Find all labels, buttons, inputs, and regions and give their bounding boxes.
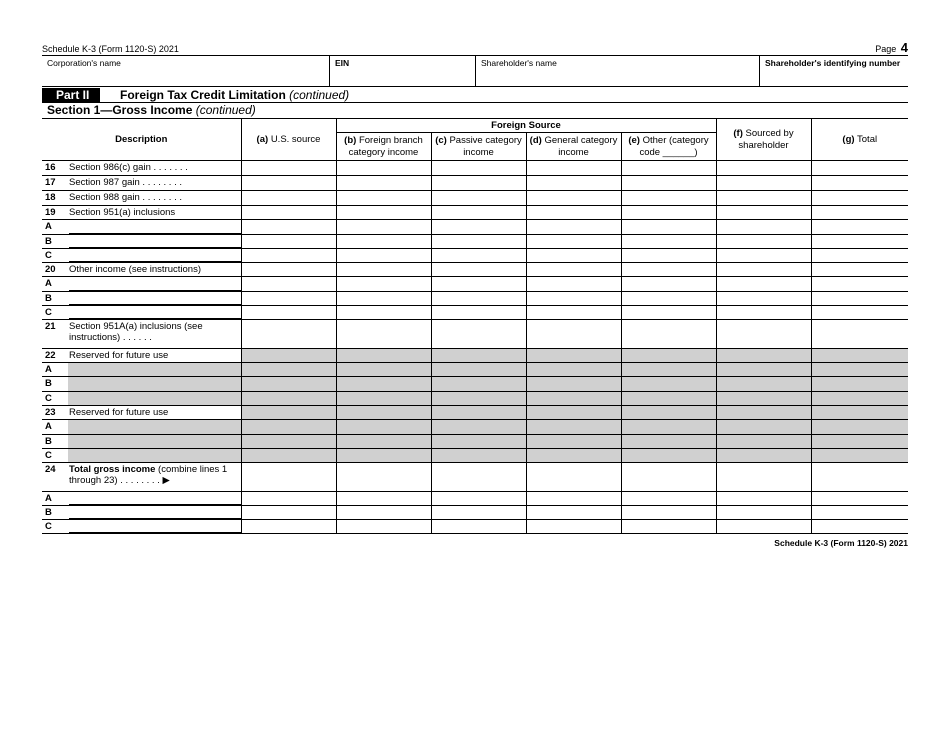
amount-cell-d[interactable] [526,161,621,176]
line-number: A [45,278,52,289]
amount-cell-f[interactable] [716,235,811,249]
amount-cell-b[interactable] [336,320,431,349]
amount-cell-e[interactable] [621,235,716,249]
amount-cell-g[interactable] [811,176,908,191]
amount-cell-e[interactable] [621,161,716,176]
row-description [42,506,241,520]
line-label-bold: Total gross income [69,464,156,475]
amount-cell-b [336,349,431,363]
line-number: C [45,521,52,532]
row-description [42,176,241,191]
amount-cell-e [621,363,716,377]
amount-cell-e [621,392,716,406]
line-label: Section 987 gain . . . . . . . . [69,177,183,188]
amount-cell-b [336,377,431,392]
amount-cell-c [431,406,526,420]
amount-cell-a[interactable] [241,263,336,277]
amount-cell-b [336,449,431,463]
amount-cell-e [621,449,716,463]
amount-cell-e[interactable] [621,176,716,191]
amount-cell-a[interactable] [241,520,336,534]
row-description [42,406,241,420]
table-row [42,506,908,520]
amount-cell-a[interactable] [241,292,336,306]
col-e: (e) Other (category code ______) [621,133,716,161]
table-row [42,363,908,377]
amount-cell-f[interactable] [716,520,811,534]
row-description [42,349,241,363]
amount-cell-a [241,377,336,392]
line-number: A [45,493,52,504]
entry-line[interactable] [69,532,241,533]
amount-cell-g[interactable] [811,320,908,349]
amount-cell-d[interactable] [526,249,621,263]
amount-cell-e[interactable] [621,249,716,263]
amount-cell-a[interactable] [241,492,336,506]
amount-cell-g [811,392,908,406]
amount-cell-b [336,420,431,435]
amount-cell-b[interactable] [336,277,431,292]
amount-cell-g[interactable] [811,249,908,263]
line-label: Section 986(c) gain . . . . . . . [69,162,188,173]
amount-cell-d[interactable] [526,492,621,506]
line-number: B [45,436,52,447]
amount-cell-e[interactable] [621,292,716,306]
amount-cell-d [526,420,621,435]
amount-cell-g[interactable] [811,206,908,220]
amount-cell-a [241,363,336,377]
section-title: Section 1—Gross Income [47,103,193,117]
amount-cell-b[interactable] [336,220,431,235]
amount-cell-g[interactable] [811,263,908,277]
row-description [42,277,241,292]
table-row [42,463,908,492]
amount-cell-a[interactable] [241,249,336,263]
amount-cell-g[interactable] [811,277,908,292]
amount-cell-f[interactable] [716,463,811,492]
col-g: (g) Total [811,119,908,161]
amount-cell-f[interactable] [716,263,811,277]
amount-cell-g [811,349,908,363]
amount-cell-b[interactable] [336,249,431,263]
amount-cell-g[interactable] [811,292,908,306]
line-label: Reserved for future use [69,350,169,361]
amount-cell-a [241,449,336,463]
col-a: (a) U.S. source [241,119,336,161]
line-number: 16 [45,162,56,173]
amount-cell-a[interactable] [241,176,336,191]
amount-cell-c[interactable] [431,292,526,306]
reserved-shading [68,435,241,448]
shareholder-name-field[interactable] [475,56,759,86]
amount-cell-b [336,363,431,377]
section-title-suffix: (continued) [195,103,256,117]
line-label: Section 988 gain . . . . . . . . [69,192,183,203]
row-description [42,263,241,277]
amount-cell-e [621,420,716,435]
line-number: C [45,307,52,318]
amount-cell-c [431,377,526,392]
amount-cell-f[interactable] [716,206,811,220]
row-description [42,220,241,235]
amount-cell-c[interactable] [431,463,526,492]
table-row [42,277,908,292]
line-number: 17 [45,177,56,188]
table-row [42,377,908,392]
amount-cell-b[interactable] [336,306,431,320]
amount-cell-g[interactable] [811,306,908,320]
amount-cell-f[interactable] [716,292,811,306]
amount-cell-b[interactable] [336,292,431,306]
amount-cell-a [241,392,336,406]
row-description [42,392,241,406]
amount-cell-c [431,435,526,449]
line-number: 22 [45,350,56,361]
amount-cell-d[interactable] [526,277,621,292]
amount-cell-b [336,435,431,449]
footer-form-label: Schedule K-3 (Form 1120-S) 2021 [774,538,908,548]
reserved-shading [68,449,241,462]
amount-cell-c[interactable] [431,206,526,220]
amount-cell-e[interactable] [621,506,716,520]
table-row [42,220,908,235]
amount-cell-f [716,449,811,463]
amount-cell-f [716,420,811,435]
amount-cell-c[interactable] [431,161,526,176]
row-description [42,463,241,492]
amount-cell-e[interactable] [621,277,716,292]
amount-cell-d [526,449,621,463]
amount-cell-d [526,363,621,377]
amount-cell-a[interactable] [241,277,336,292]
amount-cell-g [811,406,908,420]
amount-cell-c[interactable] [431,263,526,277]
amount-cell-b[interactable] [336,263,431,277]
amount-cell-e [621,377,716,392]
row-description [42,191,241,206]
amount-cell-g[interactable] [811,520,908,534]
amount-cell-e[interactable] [621,463,716,492]
amount-cell-a [241,406,336,420]
line-number: B [45,236,52,247]
amount-cell-b [336,392,431,406]
amount-cell-f[interactable] [716,249,811,263]
amount-cell-g[interactable] [811,191,908,206]
line-number: A [45,421,52,432]
line-label: Section 951A(a) inclusions (see instructions) . . . . . . [69,321,203,343]
page-header [42,40,908,55]
amount-cell-e [621,349,716,363]
amount-cell-f[interactable] [716,277,811,292]
table-row [42,406,908,420]
amount-cell-d[interactable] [526,520,621,534]
amount-cell-f[interactable] [716,176,811,191]
amount-cell-c[interactable] [431,235,526,249]
line-number: 18 [45,192,56,203]
amount-cell-d[interactable] [526,191,621,206]
amount-cell-a[interactable] [241,463,336,492]
row-description [42,206,241,220]
col-c: (c) Passive category income [431,133,526,161]
amount-cell-c[interactable] [431,277,526,292]
amount-cell-d[interactable] [526,306,621,320]
line-number: C [45,450,52,461]
amount-cell-c[interactable] [431,306,526,320]
amount-cell-c [431,420,526,435]
amount-cell-e[interactable] [621,263,716,277]
amount-cell-d [526,392,621,406]
amount-cell-e[interactable] [621,492,716,506]
amount-cell-d [526,406,621,420]
line-label: Reserved for future use [69,407,169,418]
amount-cell-g[interactable] [811,492,908,506]
amount-cell-g[interactable] [811,235,908,249]
table-row [42,492,908,506]
line-label: Section 951(a) inclusions [69,207,176,218]
row-description [42,492,241,506]
amount-cell-c [431,392,526,406]
amount-cell-c[interactable] [431,220,526,235]
row-description [42,235,241,249]
col-b: (b) Foreign branch category income [336,133,431,161]
table-row [42,449,908,463]
amount-cell-d [526,349,621,363]
table-row [42,520,908,534]
amount-cell-d[interactable] [526,263,621,277]
amount-cell-f [716,349,811,363]
table-row [42,420,908,435]
amount-cell-a [241,420,336,435]
amount-cell-f [716,392,811,406]
table-row [42,191,908,206]
identification-row [42,55,908,87]
page-number: 4 [900,40,908,55]
amount-cell-d[interactable] [526,220,621,235]
line-label: Other income (see instructions) [69,264,201,275]
amount-cell-b[interactable] [336,463,431,492]
line-number: C [45,250,52,261]
part-title [120,88,349,102]
amount-cell-d[interactable] [526,176,621,191]
ein-field[interactable] [329,56,475,86]
row-description [42,377,241,392]
amount-cell-f [716,377,811,392]
row-description [42,420,241,435]
amount-cell-f [716,363,811,377]
amount-cell-e[interactable] [621,220,716,235]
amount-cell-g[interactable] [811,161,908,176]
row-description [42,292,241,306]
amount-cell-g [811,363,908,377]
shareholder-id-label: Shareholder's identifying number [765,58,901,68]
amount-cell-f [716,406,811,420]
line-number: A [45,364,52,375]
line-number: B [45,378,52,389]
amount-cell-e[interactable] [621,206,716,220]
amount-cell-b[interactable] [336,161,431,176]
amount-cell-c[interactable] [431,320,526,349]
amount-cell-g[interactable] [811,463,908,492]
amount-cell-c[interactable] [431,191,526,206]
amount-cell-d[interactable] [526,235,621,249]
row-description [42,435,241,449]
part-title-text: Foreign Tax Credit Limitation [120,88,286,102]
amount-cell-g[interactable] [811,220,908,235]
part-title-suffix: (continued) [289,88,350,102]
line-number: A [45,221,52,232]
reserved-shading [68,377,241,391]
table-row [42,306,908,320]
amount-cell-g [811,420,908,435]
line-number: 23 [45,407,56,418]
amount-cell-a[interactable] [241,161,336,176]
amount-cell-b[interactable] [336,506,431,520]
amount-cell-d [526,435,621,449]
corporation-name-label: Corporation's name [47,58,121,68]
line-number: B [45,507,52,518]
line-label [69,464,237,486]
amount-cell-c[interactable] [431,520,526,534]
amount-cell-b[interactable] [336,191,431,206]
amount-cell-e [621,435,716,449]
amount-cell-a[interactable] [241,206,336,220]
amount-cell-g [811,435,908,449]
line-number: 20 [45,264,56,275]
amount-cell-c[interactable] [431,249,526,263]
line-number: C [45,393,52,404]
amount-cell-d [526,377,621,392]
amount-cell-f[interactable] [716,306,811,320]
amount-cell-d[interactable] [526,506,621,520]
amount-cell-b[interactable] [336,492,431,506]
amount-cell-b[interactable] [336,206,431,220]
amount-cell-f[interactable] [716,492,811,506]
amount-cell-b[interactable] [336,235,431,249]
amount-cell-d[interactable] [526,320,621,349]
row-description [42,363,241,377]
amount-cell-a[interactable] [241,320,336,349]
amount-cell-e[interactable] [621,320,716,349]
amount-cell-g [811,377,908,392]
amount-cell-d[interactable] [526,206,621,220]
page-indicator [875,40,908,55]
table-row [42,320,908,349]
shareholder-id-field[interactable] [759,56,908,86]
amount-cell-g[interactable] [811,506,908,520]
amount-cell-c[interactable] [431,176,526,191]
amount-cell-g [811,449,908,463]
amount-cell-a[interactable] [241,191,336,206]
amount-cell-c[interactable] [431,492,526,506]
amount-cell-e[interactable] [621,306,716,320]
corporation-name-field[interactable] [42,56,329,86]
amount-cell-f[interactable] [716,191,811,206]
row-description [42,320,241,349]
amount-cell-e[interactable] [621,520,716,534]
amount-cell-c [431,349,526,363]
section-header [42,102,908,118]
line-number: 24 [45,464,56,475]
amount-cell-a[interactable] [241,220,336,235]
row-description [42,520,241,534]
amount-cell-e[interactable] [621,191,716,206]
table-row [42,235,908,249]
row-description [42,306,241,320]
form-label: Schedule K-3 (Form 1120-S) 2021 [42,44,179,54]
table-row [42,392,908,406]
page-label: Page [875,44,897,54]
amount-cell-d[interactable] [526,463,621,492]
amount-cell-c [431,363,526,377]
row-description [42,161,241,176]
line-number: 21 [45,321,56,332]
col-d: (d) General category income [526,133,621,161]
gross-income-table [42,118,908,534]
amount-cell-a [241,349,336,363]
amount-cell-c[interactable] [431,506,526,520]
table-row [42,435,908,449]
line-number: B [45,293,52,304]
reserved-shading [68,392,241,405]
amount-cell-a[interactable] [241,506,336,520]
part-badge: Part II [42,88,100,102]
form-page [42,40,908,548]
amount-cell-f [716,435,811,449]
amount-cell-b[interactable] [336,176,431,191]
amount-cell-d[interactable] [526,292,621,306]
amount-cell-b[interactable] [336,520,431,534]
table-row [42,249,908,263]
line-number: 19 [45,207,56,218]
amount-cell-f[interactable] [716,161,811,176]
table-row [42,292,908,306]
amount-cell-b [336,406,431,420]
reserved-shading [68,363,241,376]
line-label-rest: (combine lines 1 through 23) . . . . . . . . ▶ [69,464,228,486]
shareholder-name-label: Shareholder's name [481,58,557,68]
amount-cell-f[interactable] [716,320,811,349]
amount-cell-a[interactable] [241,235,336,249]
col-f: (f) Sourced by shareholder [716,119,811,161]
amount-cell-f[interactable] [716,506,811,520]
col-description: Description [42,119,241,161]
col-foreign-source: Foreign Source [336,119,716,133]
table-row [42,263,908,277]
table-row [42,349,908,363]
part-header [42,88,908,102]
amount-cell-a [241,435,336,449]
table-row [42,176,908,191]
reserved-shading [68,420,241,434]
amount-cell-f[interactable] [716,220,811,235]
row-description [42,449,241,463]
ein-label: EIN [335,58,350,68]
amount-cell-e [621,406,716,420]
table-row [42,161,908,176]
table-row [42,206,908,220]
amount-cell-c [431,449,526,463]
row-description [42,249,241,263]
amount-cell-a[interactable] [241,306,336,320]
